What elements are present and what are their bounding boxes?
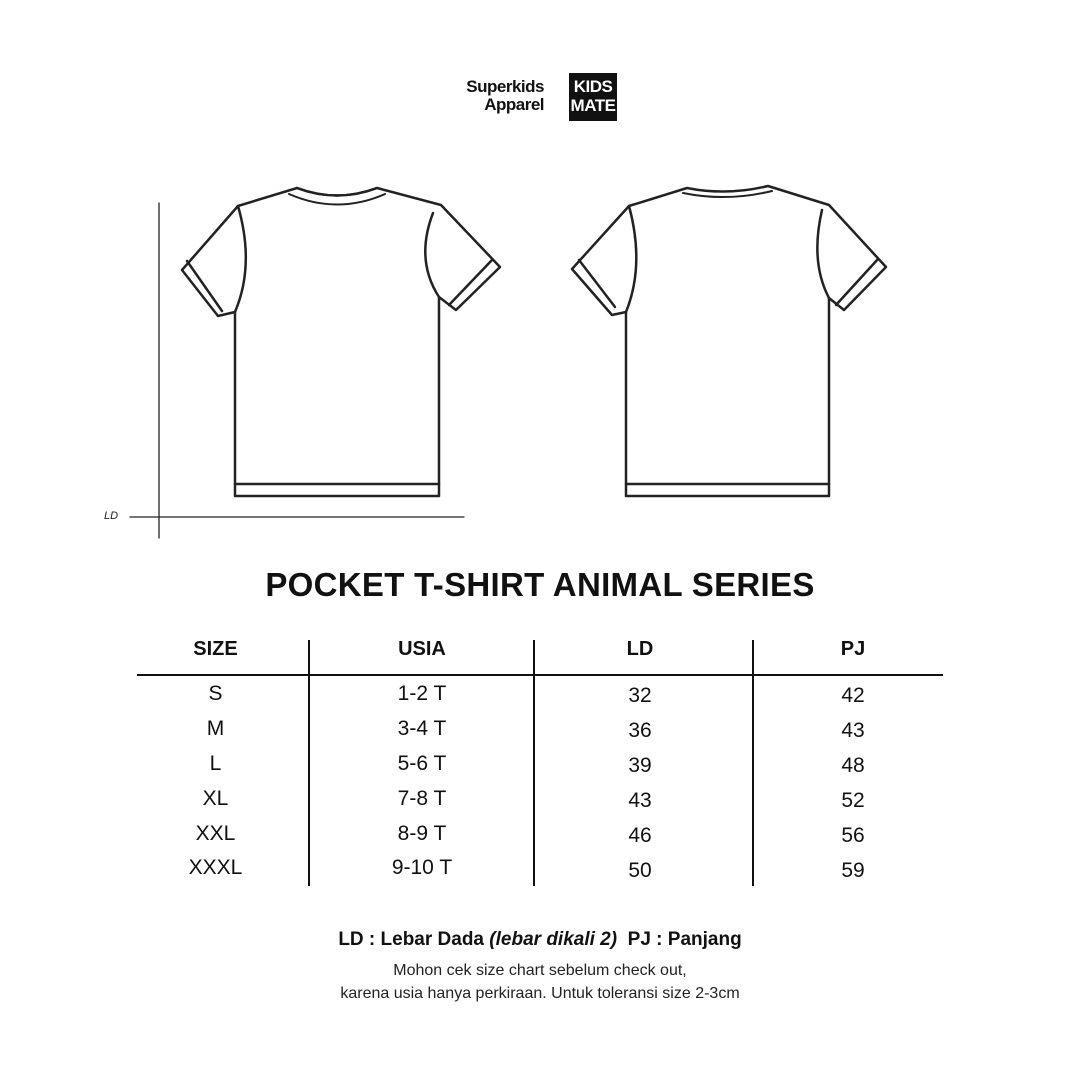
tshirt-back-icon — [572, 186, 886, 496]
header-size: SIZE — [193, 638, 238, 660]
table-cell-usia: 7-8 T — [397, 787, 447, 810]
brand-name-line1: Superkids — [466, 77, 544, 96]
table-cell-size: XL — [202, 787, 229, 810]
note-line-1: Mohon cek size chart sebelum check out, — [393, 962, 687, 979]
table-cell-size: S — [208, 682, 223, 705]
table-header-divider — [137, 674, 943, 676]
page-title: POCKET T-SHIRT ANIMAL SERIES — [265, 566, 815, 603]
table-cell-size: XXXL — [188, 856, 243, 879]
table-cell-usia: 9-10 T — [391, 856, 453, 879]
legend-pj: PJ : Panjang — [627, 929, 742, 950]
table-cell-size: XXL — [195, 822, 236, 845]
table-cell-size: L — [209, 752, 222, 775]
legend-ld-note: (lebar dikali 2) — [489, 929, 618, 950]
brand-name-line2: Apparel — [484, 95, 544, 114]
brand-logo-line1: KIDS — [573, 77, 613, 96]
table-cell-usia: 5-6 T — [397, 752, 447, 775]
table-cell-pj: 52 — [841, 789, 865, 812]
table-cell-pj: 48 — [841, 754, 865, 777]
note-line-2: karena usia hanya perkiraan. Untuk toleransi size 2-3cm — [340, 985, 740, 1002]
table-cell-usia: 1-2 T — [397, 682, 447, 705]
legend-ld: LD : Lebar Dada — [338, 929, 485, 950]
table-cell-ld: 43 — [628, 789, 652, 812]
table-cell-ld: 39 — [628, 754, 652, 777]
header-ld: LD — [626, 638, 654, 660]
table-cell-pj: 42 — [841, 684, 865, 707]
table-cell-ld: 36 — [628, 719, 652, 742]
table-cell-ld: 46 — [628, 824, 652, 847]
table-cell-pj: 59 — [841, 859, 865, 882]
table-cell-pj: 43 — [841, 719, 865, 742]
measure-label: LD — [104, 510, 119, 522]
table-cell-ld: 32 — [628, 684, 652, 707]
brand-logo-line2: MATE — [570, 96, 616, 115]
table-cell-ld: 50 — [628, 859, 652, 882]
table-cell-usia: 8-9 T — [397, 822, 447, 845]
header-pj: PJ — [840, 638, 866, 660]
table-cell-usia: 3-4 T — [397, 717, 447, 740]
header-usia: USIA — [398, 638, 446, 660]
table-cell-pj: 56 — [841, 824, 865, 847]
abbreviation-legend — [0, 929, 1080, 951]
tshirt-front-icon — [182, 188, 500, 496]
table-cell-size: M — [206, 717, 225, 740]
